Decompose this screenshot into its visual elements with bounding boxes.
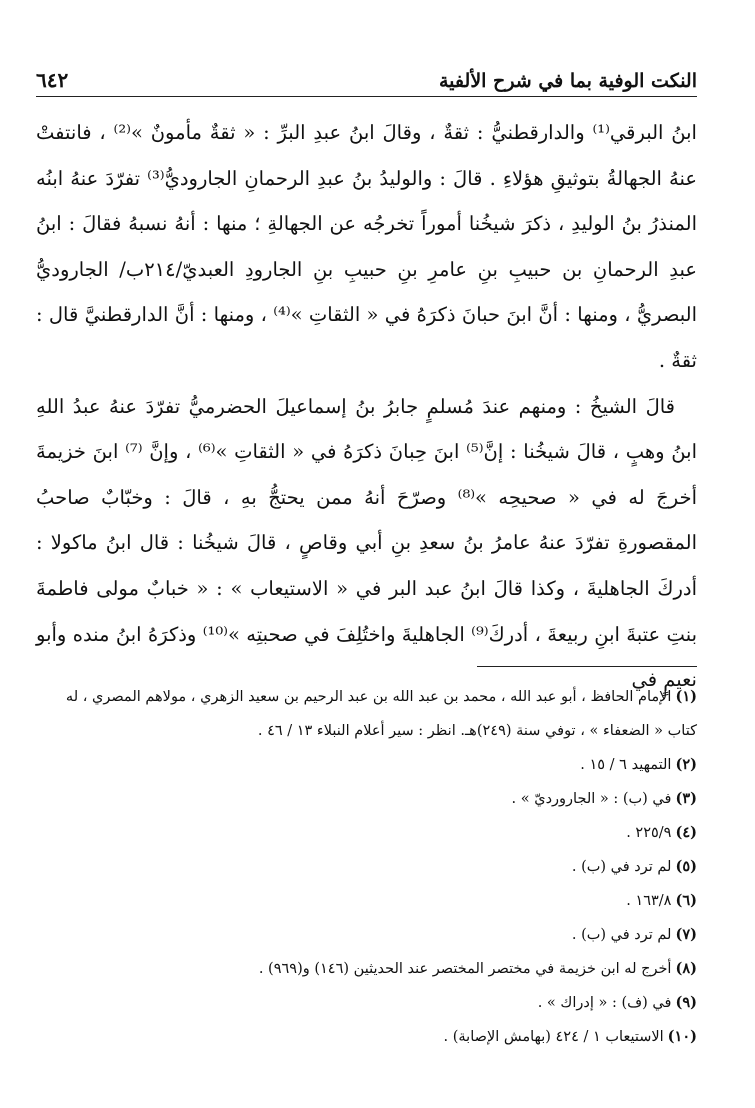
footnote-5 <box>36 850 697 884</box>
footnote-number: (١٠) <box>667 1028 697 1045</box>
footnote-number: (٤) <box>675 824 697 841</box>
book-title: النكت الوفية بما في شرح الألفية <box>439 70 697 92</box>
footnote-text: ١٦٣/٨ . <box>626 893 672 909</box>
footnote-text: لم ترد في (ب) . <box>571 927 672 943</box>
footnote-10 <box>36 1020 697 1054</box>
footnote-text: الاستيعاب ١ / ٤٢٤ (بهامش الإصابة) . <box>443 1029 664 1045</box>
footnote-text: التمهيد ٦ / ١٥ . <box>580 757 672 773</box>
footnote-4 <box>36 816 697 850</box>
footnote-number: (٧) <box>675 926 697 943</box>
footnote-2 <box>36 748 697 782</box>
page-number: ٦٤٢ <box>36 68 69 92</box>
footnote-3 <box>36 782 697 816</box>
footnote-8 <box>36 952 697 986</box>
footnote-number: (٢) <box>675 756 697 773</box>
footnote-text: في (ف) : « إدراك » . <box>537 995 672 1011</box>
footnote-text: لم ترد في (ب) . <box>571 859 672 875</box>
footnote-number: (١) <box>675 688 697 705</box>
footnote-text: ٢٢٥/٩ . <box>626 825 672 841</box>
footnote-7 <box>36 918 697 952</box>
paragraph-2: قالَ الشيخُ : ومنهم عندَ مُسلمٍ جابرُ بنُ إسماعيلَ الحضرميُّ تفرّدَ عنهُ عبدُ اللهِ ابنُ وهبٍ ، قالَ شيخُنا : إنَّ⁽⁵⁾ ابنَ حِبانَ ذكرَهُ في « الثقاتِ »⁽⁶⁾ ، وإنَّ ⁽⁷⁾ ابنَ خزيمةَ أخرجَ له في « صحيحِه »⁽⁸⁾ وصرّحَ أنهُ ممن يحتجُّ بهِ ، قالَ : وخبّابٌ صاحبُ المقصورةِ تفرّدَ عنهُ عامرُ بنُ سعدِ بنِ أبي وقاصٍ ، قالَ شيخُنا : قال ابنُ ماكولا : أدركَ الجاهليةَ ، وكذا قالَ ابنُ عبد البر في « الاستيعاب » : « خبابٌ مولى فاطمةَ بنتِ عتبةَ ابنِ ربيعةَ ، أدركَ⁽⁹⁾ الجاهليةَ واختُلِفَ في صحبتِه »⁽¹⁰⁾ وذكرَهُ ابنُ منده وأبو نعيمٍ في <box>36 394 698 692</box>
footnote-text: أخرج له ابن خزيمة في مختصر المختصر عند الحديثين (١٤٦) و(٩٦٩) . <box>258 961 672 977</box>
footnote-number: (٥) <box>675 858 697 875</box>
footnote-number: (٩) <box>675 994 697 1011</box>
footnote-text: في (ب) : « الجارورديّ » . <box>511 791 672 807</box>
footnote-1 <box>36 680 697 748</box>
main-text <box>36 110 697 703</box>
footnote-text: الإمام الحافظ ، أبو عبد الله ، محمد بن عبد الله بن عبد الرحيم بن سعيد الزهري ، مولاهم المصري ، له كتاب « الضعفاء » ، توفي سنة (٢٤٩)هـ. انظر : سير أعلام النبلاء ١٣ / ٤٦ . <box>65 689 697 739</box>
footnotes <box>36 680 697 1054</box>
footnote-6 <box>36 884 697 918</box>
footnote-9 <box>36 986 697 1020</box>
running-header <box>36 58 697 97</box>
paragraph-1: ابنُ البرقي⁽¹⁾ والدارقطنيُّ : ثقةٌ ، وقالَ ابنُ عبدِ البرِّ : « ثقةٌ مأمونٌ »⁽²⁾ ، فانتفتْ عنهُ الجهالةُ بتوثيقِ هؤلاءِ . قالَ : والوليدُ بنُ عبدِ الرحمانِ الجاروديُّ⁽³⁾ تفرّدَ عنهُ ابنُه المنذرُ بنُ الوليدِ ، ذكرَ شيخُنا أموراً تخرجُه عن الجهالةِ ؛ منها : أنهُ نسبهُ فقالَ : ابنُ عبدِ الرحمانِ بن حبيبِ بنِ عامرِ بنِ حبيبِ بنِ الجارودِ العبديّ/٢١٤ب/ الجاروديُّ البصريُّ ، ومنها : أنَّ ابنَ حبانَ ذكرَهُ في « الثقاتِ »⁽⁴⁾ ، ومنها : أنَّ الدارقطنيَّ قال : ثقةٌ . <box>36 121 697 372</box>
footnote-separator <box>477 666 697 667</box>
footnote-number: (٨) <box>675 960 697 977</box>
footnote-number: (٦) <box>675 892 697 909</box>
footnote-number: (٣) <box>675 790 697 807</box>
